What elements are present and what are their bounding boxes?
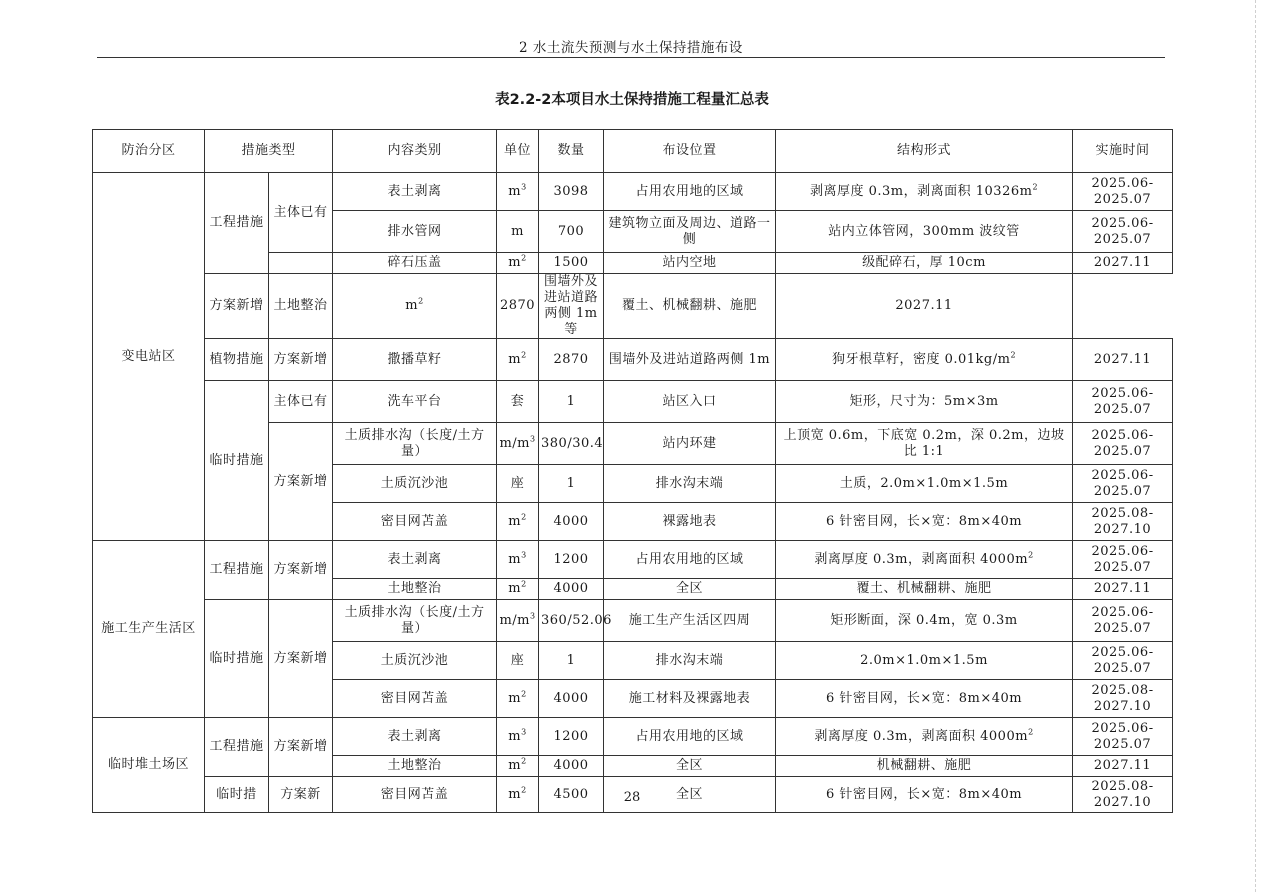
- content-text: 密目网苫盖: [380, 513, 449, 529]
- unit-cell: [497, 211, 539, 253]
- unit-text: m/m: [499, 612, 530, 628]
- structure-superscript: 2: [1028, 550, 1034, 560]
- content-text: 土质排水沟（长度/土方量）: [344, 427, 485, 459]
- unit-text: m: [508, 728, 522, 744]
- content-cell: [333, 718, 497, 756]
- content-cell: [333, 680, 497, 718]
- location-text: 站区入口: [662, 393, 717, 409]
- source-cell: 主体已有: [269, 173, 333, 253]
- time-text: 2025.06-2025.07: [1091, 175, 1154, 207]
- location-cell: [604, 680, 776, 718]
- structure-cell: [776, 756, 1073, 777]
- header-cell: 单位: [497, 130, 539, 173]
- structure-text: 6 针密目网，长×宽：8m×40m: [825, 513, 1023, 529]
- quantity-text: 1: [566, 652, 576, 668]
- unit-superscript: 2: [521, 253, 527, 263]
- quantity-cell: [539, 465, 604, 503]
- unit-cell: [497, 680, 539, 718]
- source-cell: 方案新增: [269, 600, 333, 718]
- unit-text: m: [511, 223, 524, 239]
- content-text: 表土剥离: [387, 728, 442, 744]
- unit-superscript: 3: [521, 550, 527, 560]
- header-cell: 防治分区: [93, 130, 205, 173]
- source-cell: 主体已有: [269, 381, 333, 423]
- unit-superscript: 2: [418, 296, 424, 306]
- location-cell: [604, 339, 776, 381]
- quantity-text: 2870: [553, 351, 589, 367]
- source-cell: 方案新增: [269, 718, 333, 777]
- structure-text: 上顶宽 0.6m，下底宽 0.2m，深 0.2m，边坡比 1:1: [783, 427, 1065, 459]
- unit-superscript: 3: [521, 727, 527, 737]
- unit-cell: [497, 465, 539, 503]
- location-cell: [604, 173, 776, 211]
- content-cell: [333, 253, 497, 274]
- time-cell: [1073, 579, 1173, 600]
- unit-text: 套: [510, 393, 525, 409]
- content-cell: [333, 423, 497, 465]
- unit-cell: [497, 173, 539, 211]
- unit-superscript: 2: [521, 756, 527, 766]
- location-text: 排水沟末端: [655, 475, 724, 491]
- location-text: 全区: [676, 786, 704, 802]
- location-text: 占用农用地的区域: [635, 728, 744, 744]
- structure-text: 级配碎石，厚 10cm: [862, 255, 986, 270]
- table-title: 表2.2-2本项目水土保持措施工程量汇总表: [495, 92, 769, 108]
- unit-text: m: [508, 183, 522, 199]
- unit-cell: [497, 381, 539, 423]
- structure-cell: [776, 600, 1073, 642]
- structure-text: 矩形，尺寸为：5m×3m: [849, 393, 999, 409]
- structure-superscript: 2: [1028, 727, 1034, 737]
- table-row: [93, 718, 1173, 756]
- quantity-text: 4000: [553, 513, 589, 529]
- time-cell: [1073, 503, 1173, 541]
- unit-text: m: [508, 786, 522, 802]
- header-cell: 内容类别: [333, 130, 497, 173]
- content-text: 土地整治: [273, 298, 328, 313]
- location-text: 全区: [676, 758, 704, 773]
- quantity-cell: [539, 541, 604, 579]
- location-text: 施工材料及裸露地表: [628, 690, 751, 706]
- quantity-cell: [539, 642, 604, 680]
- structure-cell: [776, 680, 1073, 718]
- content-text: 撒播草籽: [387, 351, 442, 367]
- location-cell: [604, 503, 776, 541]
- location-text: 围墙外及进站道路两侧 1m 等: [544, 274, 599, 337]
- unit-cell: [497, 541, 539, 579]
- quantity-text: 380/30.4: [541, 435, 604, 451]
- time-text: 2027.11: [1093, 351, 1152, 367]
- quantity-text: 1200: [553, 728, 589, 744]
- time-cell: [1073, 718, 1173, 756]
- category-cell: 工程措施: [205, 718, 269, 777]
- location-cell: [604, 541, 776, 579]
- quantity-text: 1500: [553, 255, 589, 270]
- zone-cell: 施工生产生活区: [93, 541, 205, 718]
- category-cell: 临时措施: [205, 381, 269, 541]
- time-cell: [1073, 339, 1173, 381]
- source-cell: 方案新增: [269, 541, 333, 600]
- content-text: 土质排水沟（长度/土方量）: [344, 604, 485, 636]
- unit-superscript: 2: [521, 785, 527, 795]
- table-row: [93, 381, 1173, 423]
- structure-text: 机械翻耕、施肥: [876, 758, 972, 773]
- structure-cell: [776, 718, 1073, 756]
- structure-text: 覆土、机械翻耕、施肥: [622, 298, 758, 313]
- content-cell: [333, 173, 497, 211]
- structure-text: 土质，2.0m×1.0m×1.5m: [839, 475, 1009, 491]
- location-cell: [604, 718, 776, 756]
- table-row: [93, 274, 1173, 339]
- category-cell: 工程措施: [205, 541, 269, 600]
- structure-cell: [776, 465, 1073, 503]
- content-cell: [333, 600, 497, 642]
- quantity-cell: [539, 211, 604, 253]
- structure-text: 剥离厚度 0.3m，剥离面积 10326m: [809, 183, 1033, 199]
- unit-superscript: 3: [529, 611, 536, 621]
- unit-cell: [497, 756, 539, 777]
- content-cell: [333, 211, 497, 253]
- content-text: 密目网苫盖: [380, 786, 449, 802]
- page-number: 28: [623, 790, 641, 805]
- structure-cell: [604, 274, 776, 339]
- time-cell: [776, 274, 1073, 339]
- time-text: 2025.06-2025.07: [1091, 427, 1154, 459]
- unit-text: m: [508, 351, 522, 367]
- zone-cell: 临时堆土场区: [93, 718, 205, 813]
- header-cell: 结构形式: [776, 130, 1073, 173]
- quantity-text: 700: [557, 223, 585, 239]
- category-cell: 临时措: [205, 777, 269, 813]
- quantity-text: 3098: [553, 183, 589, 199]
- time-text: 2027.11: [1093, 758, 1152, 773]
- category-cell: 植物措施: [205, 339, 269, 381]
- quantity-cell: [539, 756, 604, 777]
- unit-superscript: 2: [521, 579, 527, 589]
- quantity-cell: [539, 253, 604, 274]
- unit-text: m: [508, 255, 522, 270]
- table-row: [93, 173, 1173, 211]
- time-cell: [1073, 253, 1173, 274]
- unit-cell: [333, 274, 497, 339]
- location-cell: [604, 642, 776, 680]
- structure-cell: [776, 541, 1073, 579]
- content-cell: [333, 756, 497, 777]
- quantity-cell: [497, 274, 539, 339]
- unit-text: m: [508, 581, 522, 596]
- location-text: 施工生产生活区四周: [628, 612, 751, 628]
- content-text: 碎石压盖: [387, 255, 442, 270]
- structure-text: 站内立体管网，300mm 波纹管: [828, 223, 1020, 239]
- quantity-cell: [539, 173, 604, 211]
- source-cell-empty: [269, 253, 333, 274]
- unit-text: m: [508, 758, 522, 773]
- content-cell: [333, 503, 497, 541]
- quantity-cell: [539, 381, 604, 423]
- unit-superscript: 3: [521, 182, 527, 192]
- structure-text: 6 针密目网，长×宽：8m×40m: [825, 690, 1023, 706]
- unit-cell: [497, 423, 539, 465]
- content-text: 土质沉沙池: [380, 652, 449, 668]
- location-text: 全区: [676, 581, 704, 596]
- content-text: 土地整治: [387, 758, 442, 773]
- time-text: 2025.06-2025.07: [1091, 543, 1154, 575]
- structure-text: 覆土、机械翻耕、施肥: [856, 581, 992, 596]
- structure-cell: [776, 211, 1073, 253]
- content-cell: [269, 274, 333, 339]
- location-cell: [604, 253, 776, 274]
- unit-cell: [497, 503, 539, 541]
- page-edge-marker: [1255, 0, 1256, 892]
- quantity-text: 4000: [553, 581, 589, 596]
- structure-superscript: 2: [1010, 350, 1017, 360]
- location-text: 裸露地表: [662, 513, 717, 529]
- location-cell: [539, 274, 604, 339]
- unit-cell: [497, 642, 539, 680]
- structure-cell: [776, 503, 1073, 541]
- structure-text: 剥离厚度 0.3m，剥离面积 4000m: [814, 551, 1029, 567]
- location-cell: [604, 756, 776, 777]
- unit-cell: [497, 718, 539, 756]
- unit-superscript: 2: [521, 350, 527, 360]
- page-header: 2 水土流失预测与水土保持措施布设: [519, 40, 743, 56]
- unit-text: 座: [510, 475, 525, 491]
- location-text: 占用农用地的区域: [635, 551, 744, 567]
- unit-text: m: [508, 513, 522, 529]
- structure-cell: [776, 642, 1073, 680]
- quantity-cell: [539, 423, 604, 465]
- source-cell: 方案新增: [205, 274, 269, 339]
- time-text: 2025.08-2027.10: [1091, 682, 1154, 714]
- structure-text: 2.0m×1.0m×1.5m: [860, 652, 988, 668]
- content-cell: [333, 642, 497, 680]
- time-cell: [1073, 600, 1173, 642]
- structure-text: 矩形断面，深 0.4m，宽 0.3m: [830, 612, 1018, 628]
- structure-cell: [776, 381, 1073, 423]
- quantity-cell: [539, 718, 604, 756]
- time-text: 2027.11: [895, 298, 953, 313]
- time-cell: [1073, 465, 1173, 503]
- content-text: 排水管网: [387, 223, 442, 239]
- time-cell: [1073, 541, 1173, 579]
- location-text: 占用农用地的区域: [635, 183, 744, 199]
- time-text: 2025.08-2027.10: [1091, 778, 1154, 810]
- quantity-text: 1: [566, 393, 576, 409]
- structure-text: 狗牙根草籽，密度 0.01kg/m: [831, 351, 1011, 367]
- table-row: [93, 339, 1173, 381]
- time-text: 2025.06-2025.07: [1091, 644, 1154, 676]
- location-cell: [604, 600, 776, 642]
- unit-text: 座: [510, 652, 525, 668]
- location-cell: [604, 211, 776, 253]
- time-cell: [1073, 173, 1173, 211]
- structure-cell: [776, 253, 1073, 274]
- structure-text: 6 针密目网，长×宽：8m×40m: [825, 786, 1023, 802]
- unit-text: m: [508, 690, 522, 706]
- quantity-cell: [539, 600, 612, 642]
- content-text: 表土剥离: [387, 183, 442, 199]
- quantity-text: 1: [566, 475, 576, 491]
- time-cell: [1073, 642, 1173, 680]
- location-cell: [604, 423, 776, 465]
- time-text: 2025.06-2025.07: [1091, 604, 1154, 636]
- content-text: 土质沉沙池: [380, 475, 449, 491]
- unit-cell: [497, 253, 539, 274]
- quantity-text: 4000: [553, 758, 589, 773]
- time-text: 2025.06-2025.07: [1091, 720, 1154, 752]
- structure-cell: [776, 339, 1073, 381]
- content-cell: [333, 465, 497, 503]
- quantity-cell: [539, 339, 604, 381]
- table-row: [93, 541, 1173, 579]
- category-cell: 工程措施: [205, 173, 269, 274]
- unit-superscript: 2: [521, 512, 527, 522]
- zone-cell: 变电站区: [93, 173, 205, 541]
- unit-cell: [497, 339, 539, 381]
- structure-cell: [776, 173, 1073, 211]
- location-text: 站内环建: [662, 435, 717, 451]
- time-text: 2025.06-2025.07: [1091, 215, 1154, 247]
- time-cell: [1073, 680, 1173, 718]
- content-text: 洗车平台: [387, 393, 442, 409]
- measures-summary-table: [92, 129, 1173, 813]
- time-cell: [1073, 423, 1173, 465]
- source-cell: 方案新: [269, 777, 333, 813]
- unit-superscript: 2: [521, 689, 527, 699]
- unit-text: m/m: [499, 435, 530, 451]
- source-cell: 方案新增: [269, 423, 333, 541]
- location-text: 排水沟末端: [655, 652, 724, 668]
- unit-cell: [497, 579, 539, 600]
- location-cell: [604, 381, 776, 423]
- table-header-row: [93, 130, 1173, 173]
- time-text: 2025.06-2025.07: [1091, 385, 1154, 417]
- quantity-text: 360/52.06: [541, 612, 612, 628]
- quantity-cell: [539, 579, 604, 600]
- quantity-cell: [539, 503, 604, 541]
- time-text: 2025.06-2025.07: [1091, 467, 1154, 499]
- location-cell: [604, 465, 776, 503]
- time-cell: [1073, 756, 1173, 777]
- category-cell: 临时措施: [205, 600, 269, 718]
- structure-text: 剥离厚度 0.3m，剥离面积 4000m: [814, 728, 1029, 744]
- header-divider: [97, 57, 1165, 58]
- unit-cell: [497, 600, 539, 642]
- structure-cell: [776, 579, 1073, 600]
- time-text: 2025.08-2027.10: [1091, 505, 1154, 537]
- quantity-cell: [539, 680, 604, 718]
- location-text: 围墙外及进站道路两侧 1m: [608, 351, 771, 367]
- time-cell: [1073, 211, 1173, 253]
- unit-superscript: 3: [529, 434, 536, 444]
- unit-text: m: [508, 551, 522, 567]
- content-text: 密目网苫盖: [380, 690, 449, 706]
- location-cell: [604, 579, 776, 600]
- content-cell: [333, 381, 497, 423]
- structure-cell: [776, 423, 1073, 465]
- content-text: 土地整治: [387, 581, 442, 596]
- quantity-text: 1200: [553, 551, 589, 567]
- time-cell: [1073, 381, 1173, 423]
- content-cell: [333, 541, 497, 579]
- location-text: 建筑物立面及周边、道路一侧: [608, 215, 771, 247]
- time-text: 2027.11: [1093, 581, 1152, 596]
- time-text: 2027.11: [1093, 255, 1152, 270]
- unit-text: m: [405, 298, 419, 313]
- quantity-text: 4500: [553, 786, 589, 802]
- content-cell: [333, 579, 497, 600]
- header-cell: 措施类型: [205, 130, 333, 173]
- structure-superscript: 2: [1032, 182, 1039, 192]
- location-text: 站内空地: [662, 255, 717, 270]
- content-cell: [333, 339, 497, 381]
- table-row: [93, 600, 1173, 642]
- content-text: 表土剥离: [387, 551, 442, 567]
- header-cell: 布设位置: [604, 130, 776, 173]
- source-cell: 方案新增: [269, 339, 333, 381]
- header-cell: 实施时间: [1073, 130, 1173, 173]
- quantity-text: 4000: [553, 690, 589, 706]
- header-cell: 数量: [539, 130, 604, 173]
- quantity-text: 2870: [499, 298, 536, 313]
